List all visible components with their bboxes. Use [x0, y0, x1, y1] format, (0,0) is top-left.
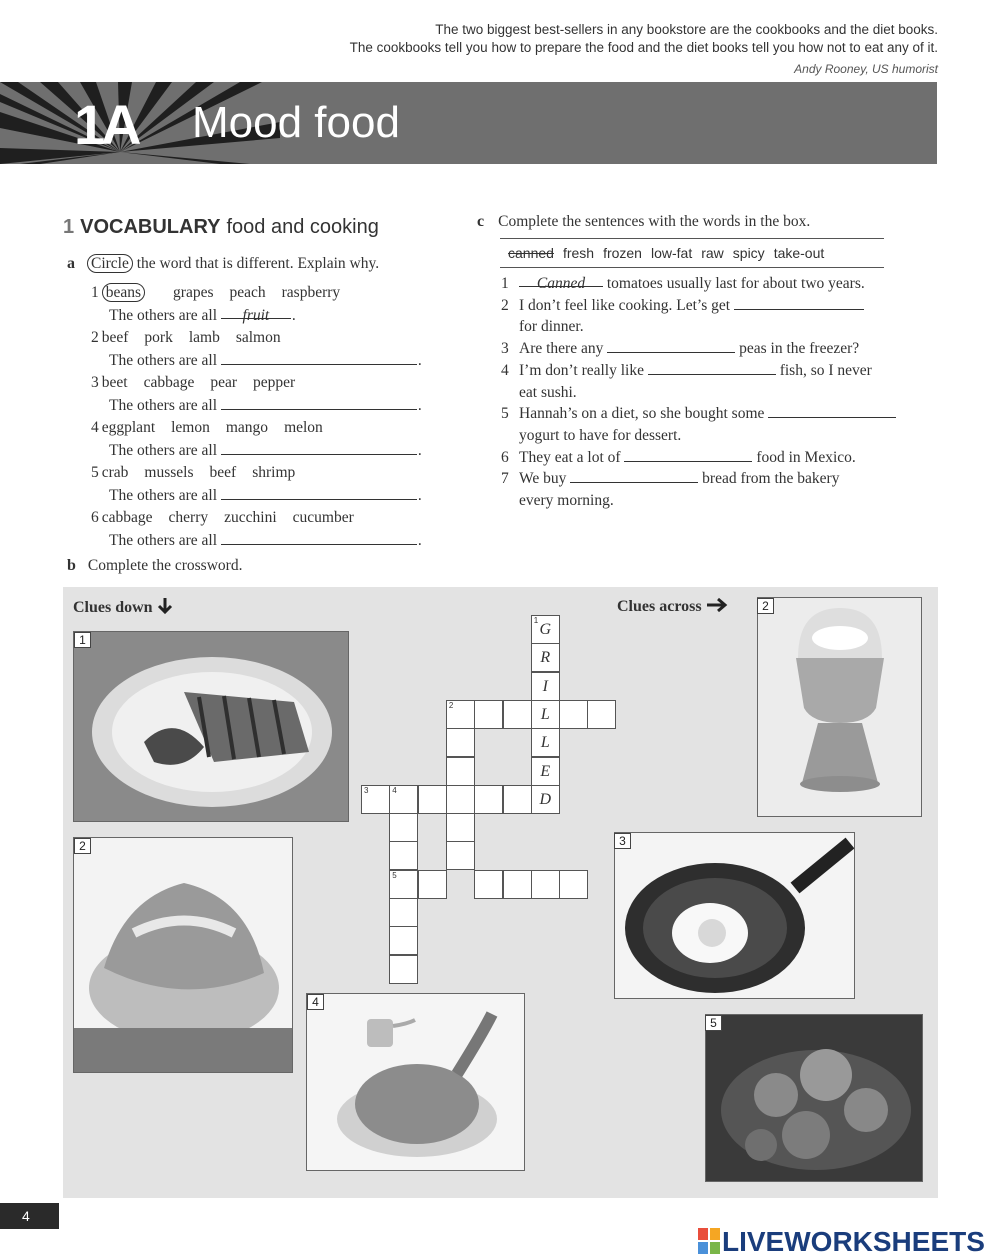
list-item: 3 beet cabbage pear pepper	[91, 374, 296, 391]
crossword-cell[interactable]	[446, 700, 475, 729]
part-a-items	[91, 282, 422, 552]
crossword-cell[interactable]	[446, 785, 475, 814]
circled-answer: beans	[102, 283, 145, 302]
part-b-label: b	[67, 557, 76, 574]
answer-blank-1[interactable]: fruit	[221, 305, 291, 319]
crossword-cell-letter: D	[539, 790, 552, 808]
crossword-cell-letter: R	[540, 649, 551, 667]
crossword-cell[interactable]	[503, 700, 532, 729]
photo-number-4: 4	[307, 994, 324, 1010]
sentence-blank-4[interactable]	[648, 361, 776, 375]
sentence-7-cont: every morning.	[519, 492, 614, 510]
answer-blank-2[interactable]	[221, 351, 417, 365]
part-a-instruction	[67, 255, 379, 273]
answer-line: The others are all fruit .	[109, 306, 296, 324]
sentence-blank-3[interactable]	[607, 339, 735, 353]
liveworksheets-logo: LIVEWORKSHEETS	[698, 1226, 985, 1258]
quote-line-2: The cookbooks tell you how to prepare the food and the diet books tell you how not to eat any of it.	[349, 40, 938, 55]
crossword-cell[interactable]	[531, 728, 560, 757]
list-item: 4 eggplant lemon mango melon	[91, 419, 323, 436]
quote-line-1: The two biggest best-sellers in any bookstore are the cookbooks and the diet books.	[435, 22, 938, 37]
sentence-blank-7[interactable]	[570, 469, 698, 483]
answer-line: The others are all .	[109, 486, 422, 504]
crossword-cell[interactable]	[531, 785, 560, 814]
crossword-cell[interactable]	[503, 785, 532, 814]
sentence-blank-5[interactable]	[768, 404, 896, 418]
unit-banner	[0, 82, 937, 164]
section-heading	[63, 216, 379, 239]
list-item: 6 cabbage cherry zucchini cucumber	[91, 509, 354, 526]
sentence-5: 5 Hannah’s on a diet, so she bought some	[501, 403, 896, 425]
part-c-sentences	[501, 273, 896, 512]
circle-word: Circle	[87, 254, 133, 273]
photo-number-2: 2	[74, 838, 91, 854]
list-item: 2 beef pork lamb salmon	[91, 329, 281, 346]
page-number: 4	[0, 1203, 59, 1229]
clues-across-heading: Clues across	[617, 597, 728, 616]
sentence-blank-6[interactable]	[624, 448, 752, 462]
crossword-cell[interactable]	[389, 841, 418, 870]
list-item: 5 crab mussels beef shrimp	[91, 464, 296, 481]
crossword-cell[interactable]	[418, 870, 447, 899]
photo-number-1: 1	[74, 632, 91, 648]
sentence-2-cont: for dinner.	[519, 318, 584, 336]
photo-fried-egg	[614, 832, 855, 999]
section-number: 1	[63, 216, 75, 238]
answer-line: The others are all .	[109, 351, 422, 369]
part-a-instr-text: the word that is different. Explain why.	[136, 255, 380, 272]
sentence-7: 7 We buy bread from the bakery	[501, 470, 840, 488]
arrow-down-icon	[157, 597, 173, 615]
crossword-cell[interactable]	[474, 700, 503, 729]
answer-blank-5[interactable]	[221, 486, 417, 500]
word-box-item: take-out	[773, 245, 825, 261]
crossword-cell[interactable]	[587, 700, 616, 729]
part-b-text: Complete the crossword.	[87, 557, 243, 574]
sentence-5-cont: yogurt to have for dessert.	[519, 426, 682, 444]
word-box-item: canned	[508, 245, 554, 261]
sentence-blank-1[interactable]: Canned	[519, 273, 603, 287]
crossword-cell[interactable]	[531, 643, 560, 672]
photo-boiled-egg	[757, 597, 922, 817]
crossword-cell[interactable]	[446, 757, 475, 786]
crossword-cell-number: 5	[392, 870, 397, 880]
part-a-label: a	[67, 255, 75, 272]
photo-baked-potato	[73, 837, 293, 1073]
liveworksheets-logo-icon	[698, 1228, 720, 1254]
answer-blank-6[interactable]	[221, 531, 417, 545]
sentence-blank-2[interactable]	[734, 296, 864, 310]
crossword-cell[interactable]	[446, 813, 475, 842]
crossword-cell[interactable]	[389, 898, 418, 927]
crossword-cell[interactable]	[474, 785, 503, 814]
word-box	[500, 238, 884, 268]
crossword-cell-letter: L	[540, 705, 550, 723]
word-box-item: low-fat	[650, 245, 693, 261]
crossword-cell-number: 1	[533, 616, 539, 625]
sentence-4: 4 I’m don’t really like fish, so I never	[501, 361, 872, 379]
part-c-label: c	[477, 213, 485, 230]
crossword-cell-letter: G	[539, 621, 552, 638]
word-box-item: raw	[701, 245, 724, 261]
photo-broccoli	[705, 1014, 923, 1182]
answer-blank-4[interactable]	[221, 441, 417, 455]
crossword-cell[interactable]	[559, 870, 588, 899]
crossword-cell[interactable]	[389, 813, 418, 842]
clues-down-heading: Clues down	[73, 597, 173, 617]
sentence-2: 2 I don’t feel like cooking. Let’s get	[501, 295, 896, 317]
quote-author: Andy Rooney, US humorist	[794, 62, 938, 76]
arrow-right-icon	[706, 597, 728, 613]
photo-roast-chicken	[306, 993, 525, 1171]
crossword-cell[interactable]	[418, 785, 447, 814]
part-b-instruction	[67, 557, 242, 575]
part-c-instruction	[477, 213, 810, 231]
photo-number-a5: 5	[705, 1015, 722, 1031]
crossword-cell[interactable]	[559, 700, 588, 729]
unit-code: 1A	[74, 93, 138, 156]
word-box-item: spicy	[732, 245, 765, 261]
crossword-cell[interactable]	[446, 728, 475, 757]
photo-number-a3: 3	[614, 833, 631, 849]
crossword-cell[interactable]	[389, 926, 418, 955]
crossword-cell[interactable]	[531, 672, 560, 701]
word-box-item: frozen	[603, 245, 642, 261]
crossword-cell[interactable]	[446, 841, 475, 870]
part-c-text: Complete the sentences with the words in the box.	[498, 213, 811, 230]
sentence-3: 3 Are there any peas in the freezer?	[501, 340, 860, 358]
crossword-cell[interactable]	[389, 785, 418, 814]
answer-blank-3[interactable]	[221, 396, 417, 410]
crossword-cell[interactable]	[531, 700, 560, 729]
crossword-cell[interactable]	[503, 870, 532, 899]
unit-title: Mood food	[192, 98, 400, 147]
crossword-cell[interactable]	[361, 785, 390, 814]
word-box-item: fresh	[562, 245, 595, 261]
sentence-6: 6 They eat a lot of food in Mexico.	[501, 448, 856, 466]
crossword-cell-letter: I	[542, 677, 548, 695]
list-item: 1 beans grapes peach raspberry	[91, 284, 341, 301]
crossword-cell-letter: E	[540, 762, 551, 780]
section-subtitle: food and cooking	[226, 216, 379, 238]
crossword-cell-number: 3	[364, 785, 369, 795]
sentence-1: 1 Canned tomatoes usually last for about two years.	[501, 275, 865, 292]
crossword-cell[interactable]	[531, 757, 560, 786]
answer-line: The others are all .	[109, 396, 422, 414]
crossword-cell-number: 2	[448, 700, 454, 710]
section-title: VOCABULARY	[80, 216, 221, 238]
crossword-cell[interactable]	[531, 615, 560, 644]
photo-number-a2: 2	[757, 598, 774, 614]
answer-line: The others are all .	[109, 441, 422, 459]
crossword-cell[interactable]	[389, 870, 418, 899]
crossword-cell-number: 4	[392, 785, 397, 795]
crossword-cell[interactable]	[531, 870, 560, 899]
crossword-cell[interactable]	[474, 870, 503, 899]
photo-grilled-salmon	[73, 631, 349, 822]
crossword-cell[interactable]	[389, 955, 418, 984]
crossword-cell-letter: L	[540, 734, 550, 752]
answer-line: The others are all .	[109, 531, 422, 549]
sentence-4-cont: eat sushi.	[519, 383, 577, 401]
